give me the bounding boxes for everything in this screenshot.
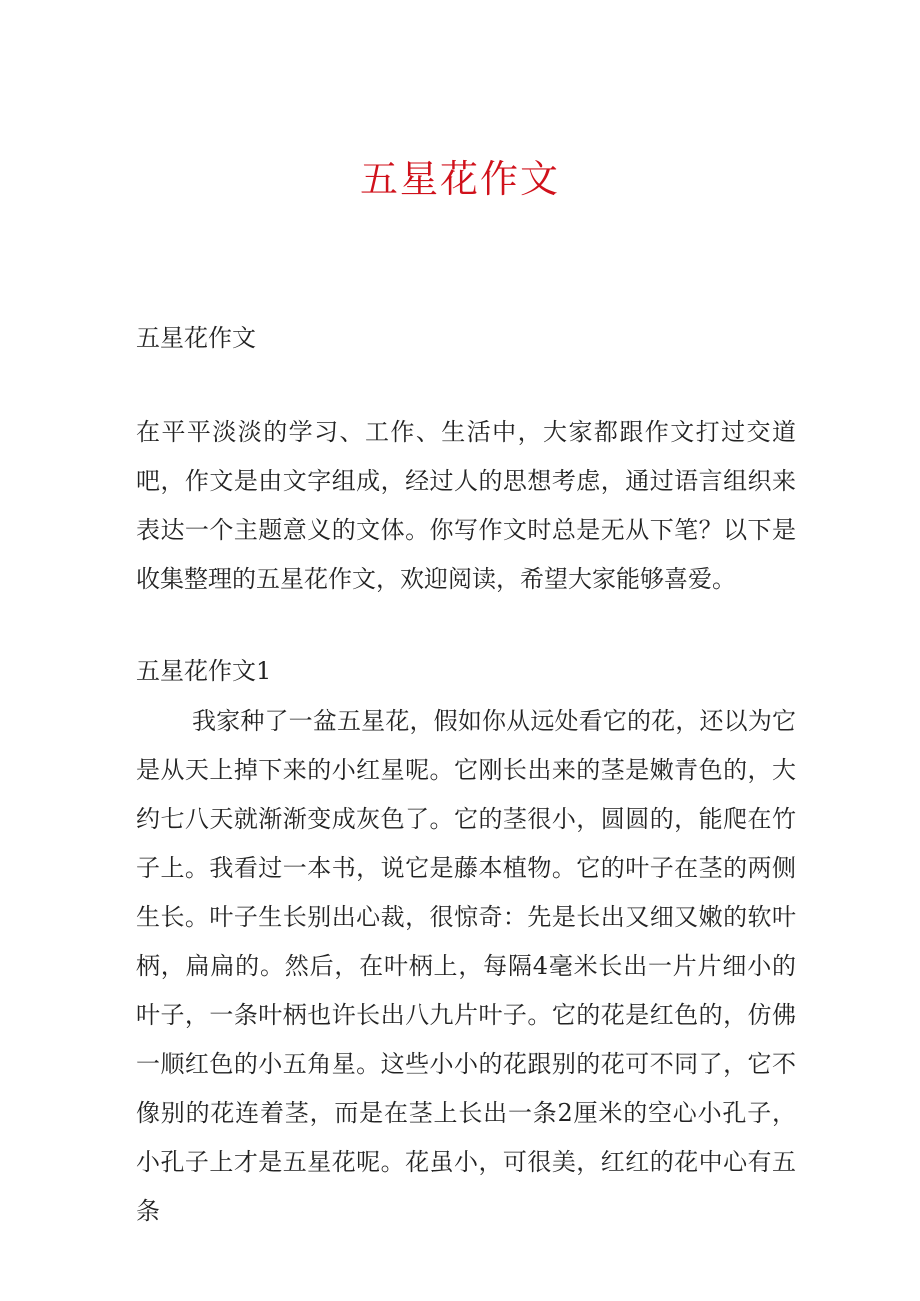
essay1-paragraph: 我家种了一盆五星花，假如你从远处看它的花，还以为它是从天上掉下来的小红星呢。它刚长出来的茎是嫩青色的，大约七八天就渐渐变成灰色了。它的茎很小，圆圆的，能爬在竹子上。我看过一本书，说它是藤本植物。它的叶子在茎的两侧生长。叶子生长别出心裁，很惊奇：先是长出又细又嫩的软叶柄，扁扁的。然后，在叶柄上，每隔4毫米长出一片片细小的叶子，一条叶柄也许长出八九片叶子。它的花是红色的，仿佛一顺红色的小五角星。这些小小的花跟别的花可不同了，它不像别的花连着茎，而是在茎上长出一条2厘米的空心小孔子，小孔子上才是五星花呢。花虽小，可很美，红红的花中心有五条	[136, 707, 796, 1225]
intro-paragraph: 在平平淡淡的学习、工作、生活中，大家都跟作文打过交道吧，作文是由文字组成，经过人的思想考虑，通过语言组织来表达一个主题意义的文体。你写作文时总是无从下笔？以下是收集整理的五星花作文，欢迎阅读，希望大家能够喜爱。	[136, 418, 796, 593]
subtitle-heading: 五星花作文	[136, 324, 256, 352]
essay1-heading: 五星花作文1	[136, 657, 272, 685]
document-title: 五星花作文	[359, 157, 560, 201]
